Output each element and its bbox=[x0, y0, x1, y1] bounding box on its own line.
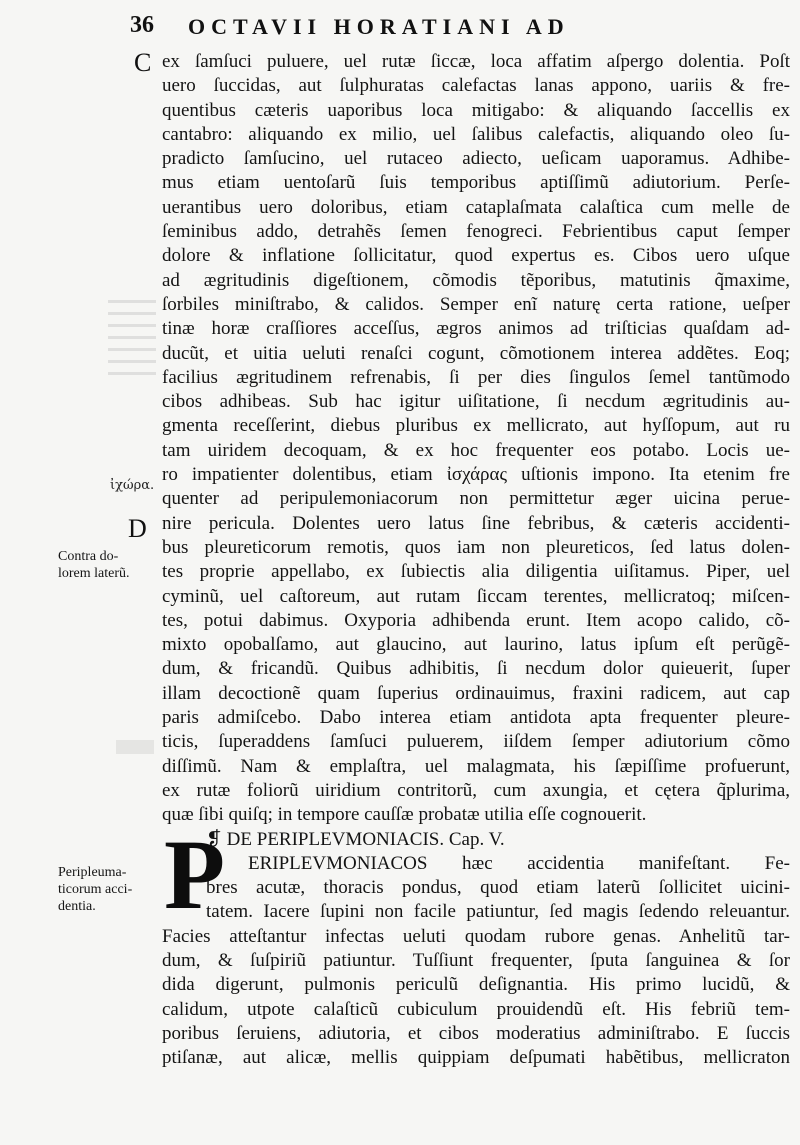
text-line: ducũt, et uitia ueluti renaſci cogunt, cõmotionem interea addẽtes. Eoq; bbox=[162, 342, 790, 364]
text-line: ticis, ſuperaddens ſamſuci puluerem, iiſdem ſemper adiutorium cõmo bbox=[162, 731, 790, 753]
margin-note-line: Peripleuma- bbox=[58, 865, 127, 880]
text-line: ad ægritudinis digeſtionem, cõmodis tẽporibus, matutinis q̃maxime, bbox=[162, 269, 790, 291]
text-line: cyminũ, uel caſtoreum, aut rutam ſiccam terentes, mellicratoq; miſcen- bbox=[162, 585, 790, 607]
text-line: ſeminibus addo, detrahẽs ſemen fenogreci. Febrientibus caput ſemper bbox=[162, 221, 790, 243]
text-line: ro impatienter dolentibus, etiam ἰσχάρας uſtionis impono. Ita etenim fre bbox=[162, 464, 790, 486]
text-line: nire pericula. Dolentes uero latus ſine febribus, & cæteris accidenti- bbox=[162, 512, 790, 534]
text-line: ſorbiles miniſtrabo, & calidos. Semper enĩ naturę certa ratione, ueſper bbox=[162, 293, 790, 315]
text-line: gmenta receſſerint, diebus pluribus ex mellicrato, aut hyſſopum, aut ru bbox=[162, 415, 790, 437]
text-line: mus etiam uentoſarũ ſuis temporibus aptiſſimũ adiutorium. Perſe- bbox=[162, 172, 790, 194]
margin-note-contra-dolorem bbox=[58, 548, 130, 582]
margin-note-peripleumaticorum bbox=[58, 864, 132, 915]
text-line: tes proprie appellabo, ex ſubiectis alia diligentia uiſitamus. Piper, uel bbox=[162, 561, 790, 583]
chapter-text-line: dida digerunt, pulmonis periculũ deſignantia. His primo lucidũ, & bbox=[162, 974, 790, 996]
text-line: bus pleureticorum remotis, quos iam non pleureticos, ſed latus dolen- bbox=[162, 536, 790, 558]
drop-cap-initial: P bbox=[164, 819, 226, 930]
text-line: paris admiſcebo. Dabo interea etiam antidota apta frequenter pleure- bbox=[162, 707, 790, 729]
page-header bbox=[130, 12, 710, 46]
margin-note-line: Contra do- bbox=[58, 549, 119, 564]
text-line: facilius ægritudinem refrenabis, ſi per dies ſingulos ſemel tantũmodo bbox=[162, 366, 790, 388]
chapter-text-line: dum, & ſuſpiriũ patiuntur. Tuſſiunt frequenter, ſputa ſanguinea & ſor bbox=[162, 949, 790, 971]
chapter-text-line: bres acutæ, thoracis pondus, quod etiam laterũ ſollicitet uicini- bbox=[206, 877, 790, 899]
bleed-through-marks bbox=[108, 300, 156, 380]
text-line: cibos adhibeas. Sub hac igitur uiſitatione, ſi necdum ægritudinis au- bbox=[162, 391, 790, 413]
section-letter-c: C bbox=[134, 48, 152, 77]
chapter-text-line: calidum, utpote calaſticũ cubiculum prouidendũ eſt. His febriũ tem- bbox=[162, 998, 790, 1020]
text-line: mixto opobalſamo, aut glaucino, aut laurino, latus ipſum eſt perũgẽ- bbox=[162, 634, 790, 656]
text-line: dolore & inflatione ſollicitatur, quod expertus es. Cibos uero uſque bbox=[162, 245, 790, 267]
text-line: pradicto ſamſucino, uel rutaceo adiecto, ueſicam uaporamus. Adhibe- bbox=[162, 148, 790, 170]
text-line: tinæ horæ craſſiores acceſſus, ægros animos ad triſticias quaſdam ad- bbox=[162, 318, 790, 340]
margin-note-line: dentia. bbox=[58, 899, 96, 914]
chapter-text-line: ptiſanæ, aut alicæ, mellis quippiam deſpumati habẽtibus, mellicraton bbox=[162, 1047, 790, 1069]
text-line: ex rutæ foliorũ uiridium contritorũ, cum axungia, et cętera q̃plurima, bbox=[162, 779, 790, 801]
text-line: uero ſuccidas, aut ſulphuratas calefactas lanas appono, uariis & fre- bbox=[162, 75, 790, 97]
text-line: tes, potui dabimus. Oxyporia adhibenda erunt. Item acopo calido, cõ- bbox=[162, 609, 790, 631]
text-line: cantabro: aliquando ex milio, uel ſalibus calefactis, aliquando oleo ſu- bbox=[162, 123, 790, 145]
margin-note-line: ticorum acci- bbox=[58, 882, 133, 897]
chapter-text-line: Facies atteſtantur infectas ueluti quodam rubore genas. Anhelitũ tar- bbox=[162, 925, 790, 947]
page-number: 36 bbox=[130, 12, 154, 38]
chapter-text-line: ERIPLEVMONIACOS hæc accidentia manifeſtant. Fe- bbox=[248, 852, 790, 874]
text-line: quentibus cæteris uaporibus loca mitigabo: & aliquando ſaccellis ex bbox=[162, 99, 790, 121]
bleed-through-marks-lower bbox=[116, 740, 154, 754]
text-line: illam decoctionẽ quam ſuperius ordinauimus, fraxini radicem, aut cap bbox=[162, 682, 790, 704]
margin-note-line: lorem laterũ. bbox=[58, 566, 130, 581]
chapter-heading: ❡ DE PERIPLEVMONIACIS. Cap. V. bbox=[206, 828, 505, 850]
running-title: OCTAVII HORATIANI AD bbox=[188, 14, 570, 39]
margin-note-greek: ἰχώρα. bbox=[110, 478, 155, 493]
main-text-block bbox=[162, 50, 790, 1070]
text-line: quæ ſibi quiſq; in tempore cauſſæ probatæ utilia eſſe cognouerit. bbox=[162, 804, 647, 826]
section-letter-d: D bbox=[128, 514, 147, 543]
text-line: uerantibus uero doloribus, etiam cataplaſmata calaſtica cum melle de bbox=[162, 196, 790, 218]
text-line: tam uiridem decoquam, & ex hoc frequenter eos potabo. Locis ue- bbox=[162, 439, 790, 461]
chapter-text-line: poribus ſeruiens, adiutoria, et cibos moderatius adminiſtrabo. E ſuccis bbox=[162, 1022, 790, 1044]
text-line: ex ſamſuci puluere, uel rutæ ſiccæ, loca affatim aſpergo dolentia. Poſt bbox=[162, 51, 790, 72]
text-line: diſſimũ. Nam & emplaſtra, uel malagmata, his ſæpiſſime profuerunt, bbox=[162, 755, 790, 777]
chapter-text-line: tatem. Iacere ſupini non facile patiuntur, ſed magis ſedendo releuantur. bbox=[206, 901, 790, 923]
text-line: quenter ad peripulemoniacorum non permittetur æger uicina perue- bbox=[162, 488, 790, 510]
text-line: dum, & fricandũ. Quibus adhibitis, ſi necdum dolor quieuerit, ſuper bbox=[162, 658, 790, 680]
